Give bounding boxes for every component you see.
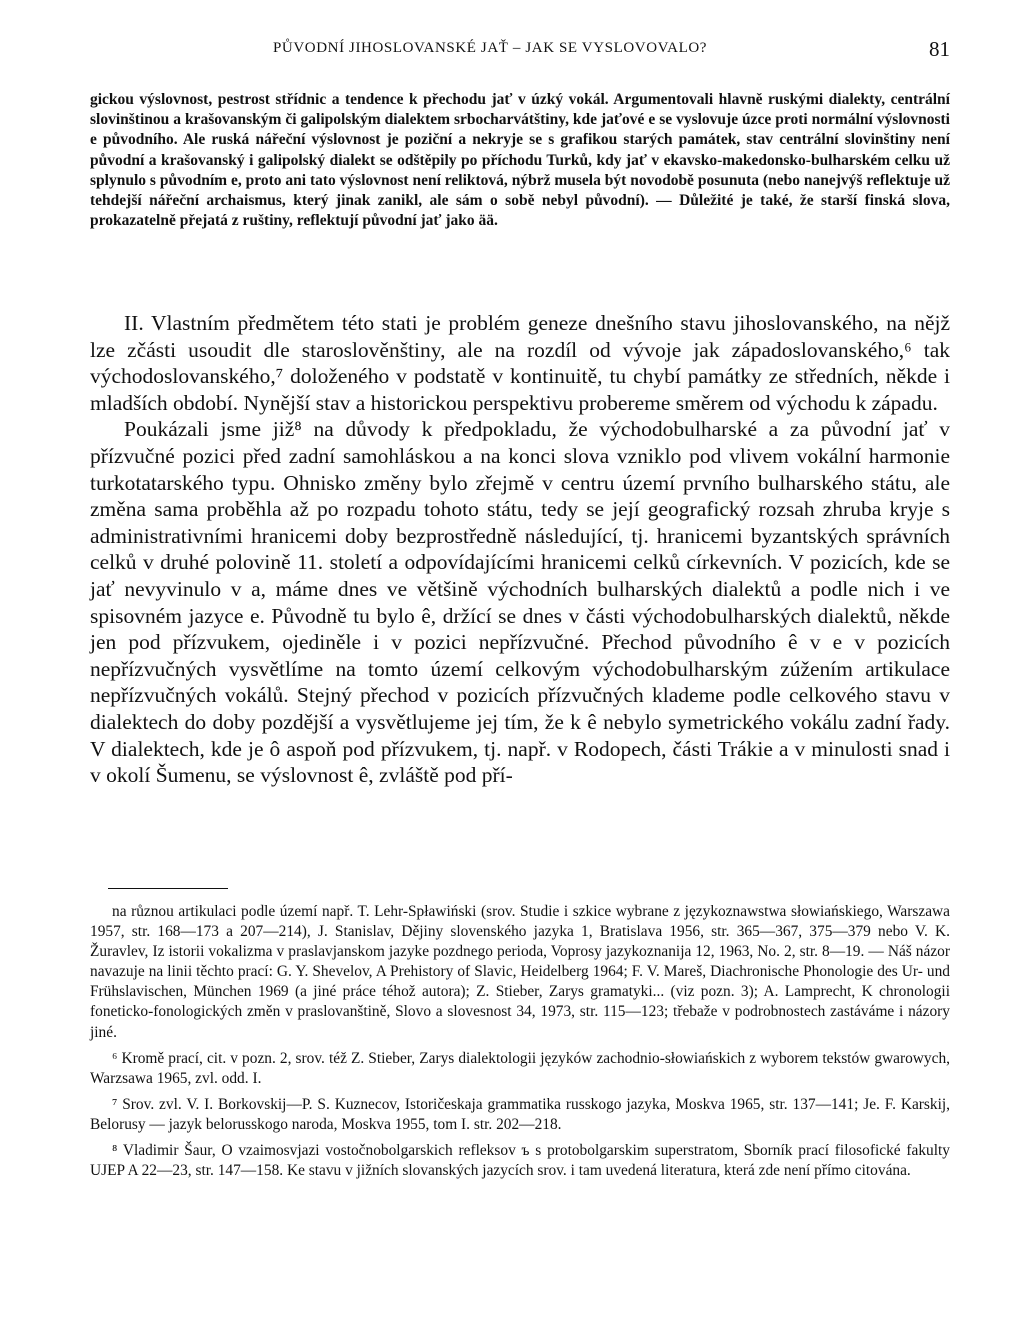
footnote-7: ⁷ Srov. zvl. V. I. Borkovskij—P. S. Kuznecov, Istoričeskaja grammatika russkogo jazyka, Moskva 1965, str. 137—141; Je. F. Karskij, Belorusy — jazyk belorusskogo naroda, Moskva 1955, tom I. str. 202—218. — [90, 1095, 950, 1133]
page-number: 81 — [929, 37, 950, 61]
section-paragraph-2: Poukázali jsme již⁸ na důvody k předpokladu, že východobulharské a za původní jať v přízvučné pozici před zadní samohláskou a na konci slova vzniklo pod vlivem vokální harmonie turkotatarského typu. Ohnisko změny bylo zřejmě v centru území prvního bulharského státu, ale změna sama proběhla až po rozpadu tohoto státu, tedy se její geografický rozsah zhruba kryje s administrativními hranicemi doby bezprostředně následující, tj. hranicemi byzantských správních celků v druhé polovině 11. století a odpovídajícími hranicemi celků církevních. V pozicích, kde se jať nevyvinulo v a, máme dnes ve většině východních bulharských dialektů a podle nich i ve spisovném jazyce e. Původně tu bylo ê, držící se dnes v části východobulharských dialektů, někde jen pod přízvukem, ojediněle i v pozici nepřízvučné. Přechod původního ê v e v pozicích nepřízvučných vysvětlíme na tomto území celkovým východobulharským zúžením artikulace nepřízvučných vokálů. Stejný přechod v pozicích přízvučných klademe podle celkového stavu v dialektech do doby pozdější a vysvětlujeme jej tím, že k ê nebylo symetrického vokálu zadní řady. V dialektech, kde je ô aspoň pod přízvukem, tj. např. v Rodopech, části Trákie a v minulosti snad i v okolí Šumenu, se výslovnost ê, zvláště pod pří- — [90, 417, 950, 788]
intro-paragraph-block — [90, 90, 950, 231]
section-body — [90, 310, 950, 789]
running-head — [90, 37, 950, 64]
footnotes — [90, 902, 950, 1181]
section-paragraph-1: II. Vlastním předmětem této stati je problém geneze dnešního stavu jihoslovanského, na nějž lze zčásti usoudit dle staroslověnštiny, ale na rozdíl od vývoje jak západoslovanského,⁶ tak východoslovanského,⁷ doloženého v podstatě v kontinuitě, tu chybí památky ze středních, někde i mladších období. Nynější stav a historickou perspektivu probereme směrem od východu k západu. — [90, 311, 950, 415]
footnote-8: ⁸ Vladimir Šaur, O vzaimosvjazi vostočnobolgarskich refleksov ъ s protobolgarskim superstratom, Sborník prací filosofické fakulty UJEP A 22—23, str. 147—158. Ke stavu v jižních slovanských jazycích srov. i tam uvedená literatura, která zde není přímo citována. — [90, 1142, 950, 1180]
footnote-6: ⁶ Kromě prací, cit. v pozn. 2, srov. též Z. Stieber, Zarys dialektologii języków zachodnio-słowiańskich z wyborem tekstów gwarowych, Warzsawa 1965, zvl. odd. I. — [90, 1049, 950, 1087]
running-title: PŮVODNÍ JIHOSLOVANSKÉ JAŤ – JAK SE VYSLOVOVALO? — [272, 40, 708, 56]
footnote-continued: na různou artikulaci podle území např. T. Lehr-Spławiński (srov. Studie i szkice wybrane z językoznawstwa słowiańskiego, Warszawa 1957, str. 168—173 a 207—214), J. Stanislav, Dějiny slovenského jazyka 1, Bratislava 1956, str. 365—367, 375—379 nebo V. K. Žuravlev, Iz istorii vokalizma v praslavjanskom jazyke pozdnego perioda, Voprosy jazykoznanija 12, 1963, No. 2, str. 8—19. — Náš názor navazuje na linii těchto prací: G. Y. Shevelov, A Prehistory of Slavic, Heidelberg 1964; F. V. Mareš, Diachronische Phonologie des Ur- und Frühslavischen, München 1969 (a jiné práce téhož autora); Z. Stieber, Zarys gramatyki... (viz pozn. 3); A. Lamprecht, K chronologii foneticko-fonologických změn v praslovanštině, Slovo a slovesnost 34, 1973, str. 115—123; třebaže v podrobnostech zastáváme i názory jiné. — [90, 903, 950, 1041]
intro-paragraph: gickou výslovnost, pestrost střídnic a tendence k přechodu jať v úzký vokál. Argumentovali hlavně ruskými dialekty, centrální slovinštinou a krašovanským či galipolským dialektem srbocharvátštiny, kde jaťové e se vyslovuje úzce proti normální výslovnosti e původního. Ale ruská nářeční výslovnost je poziční a nekryje se s grafikou starých památek, stav centrální slovinštiny není původní a krašovanský i galipolský dialekt se odštěpily po příchodu Turků, kdy jať v ekavsko-makedonsko-bulharském celku už splynulo s původním e, proto ani tato výslovnost není reliktová, nýbrž musela být novodobě posunuta (nebo nanejvýš reflektuje už tehdejší nářeční archaismus, který jinak zanikl, ale sám o sobě nebyl původní). — Důležité je také, že starší finská slova, prokazatelně přejatá z ruštiny, reflektují původní jať jako ää. — [90, 91, 950, 230]
footnote-separator — [108, 888, 228, 889]
